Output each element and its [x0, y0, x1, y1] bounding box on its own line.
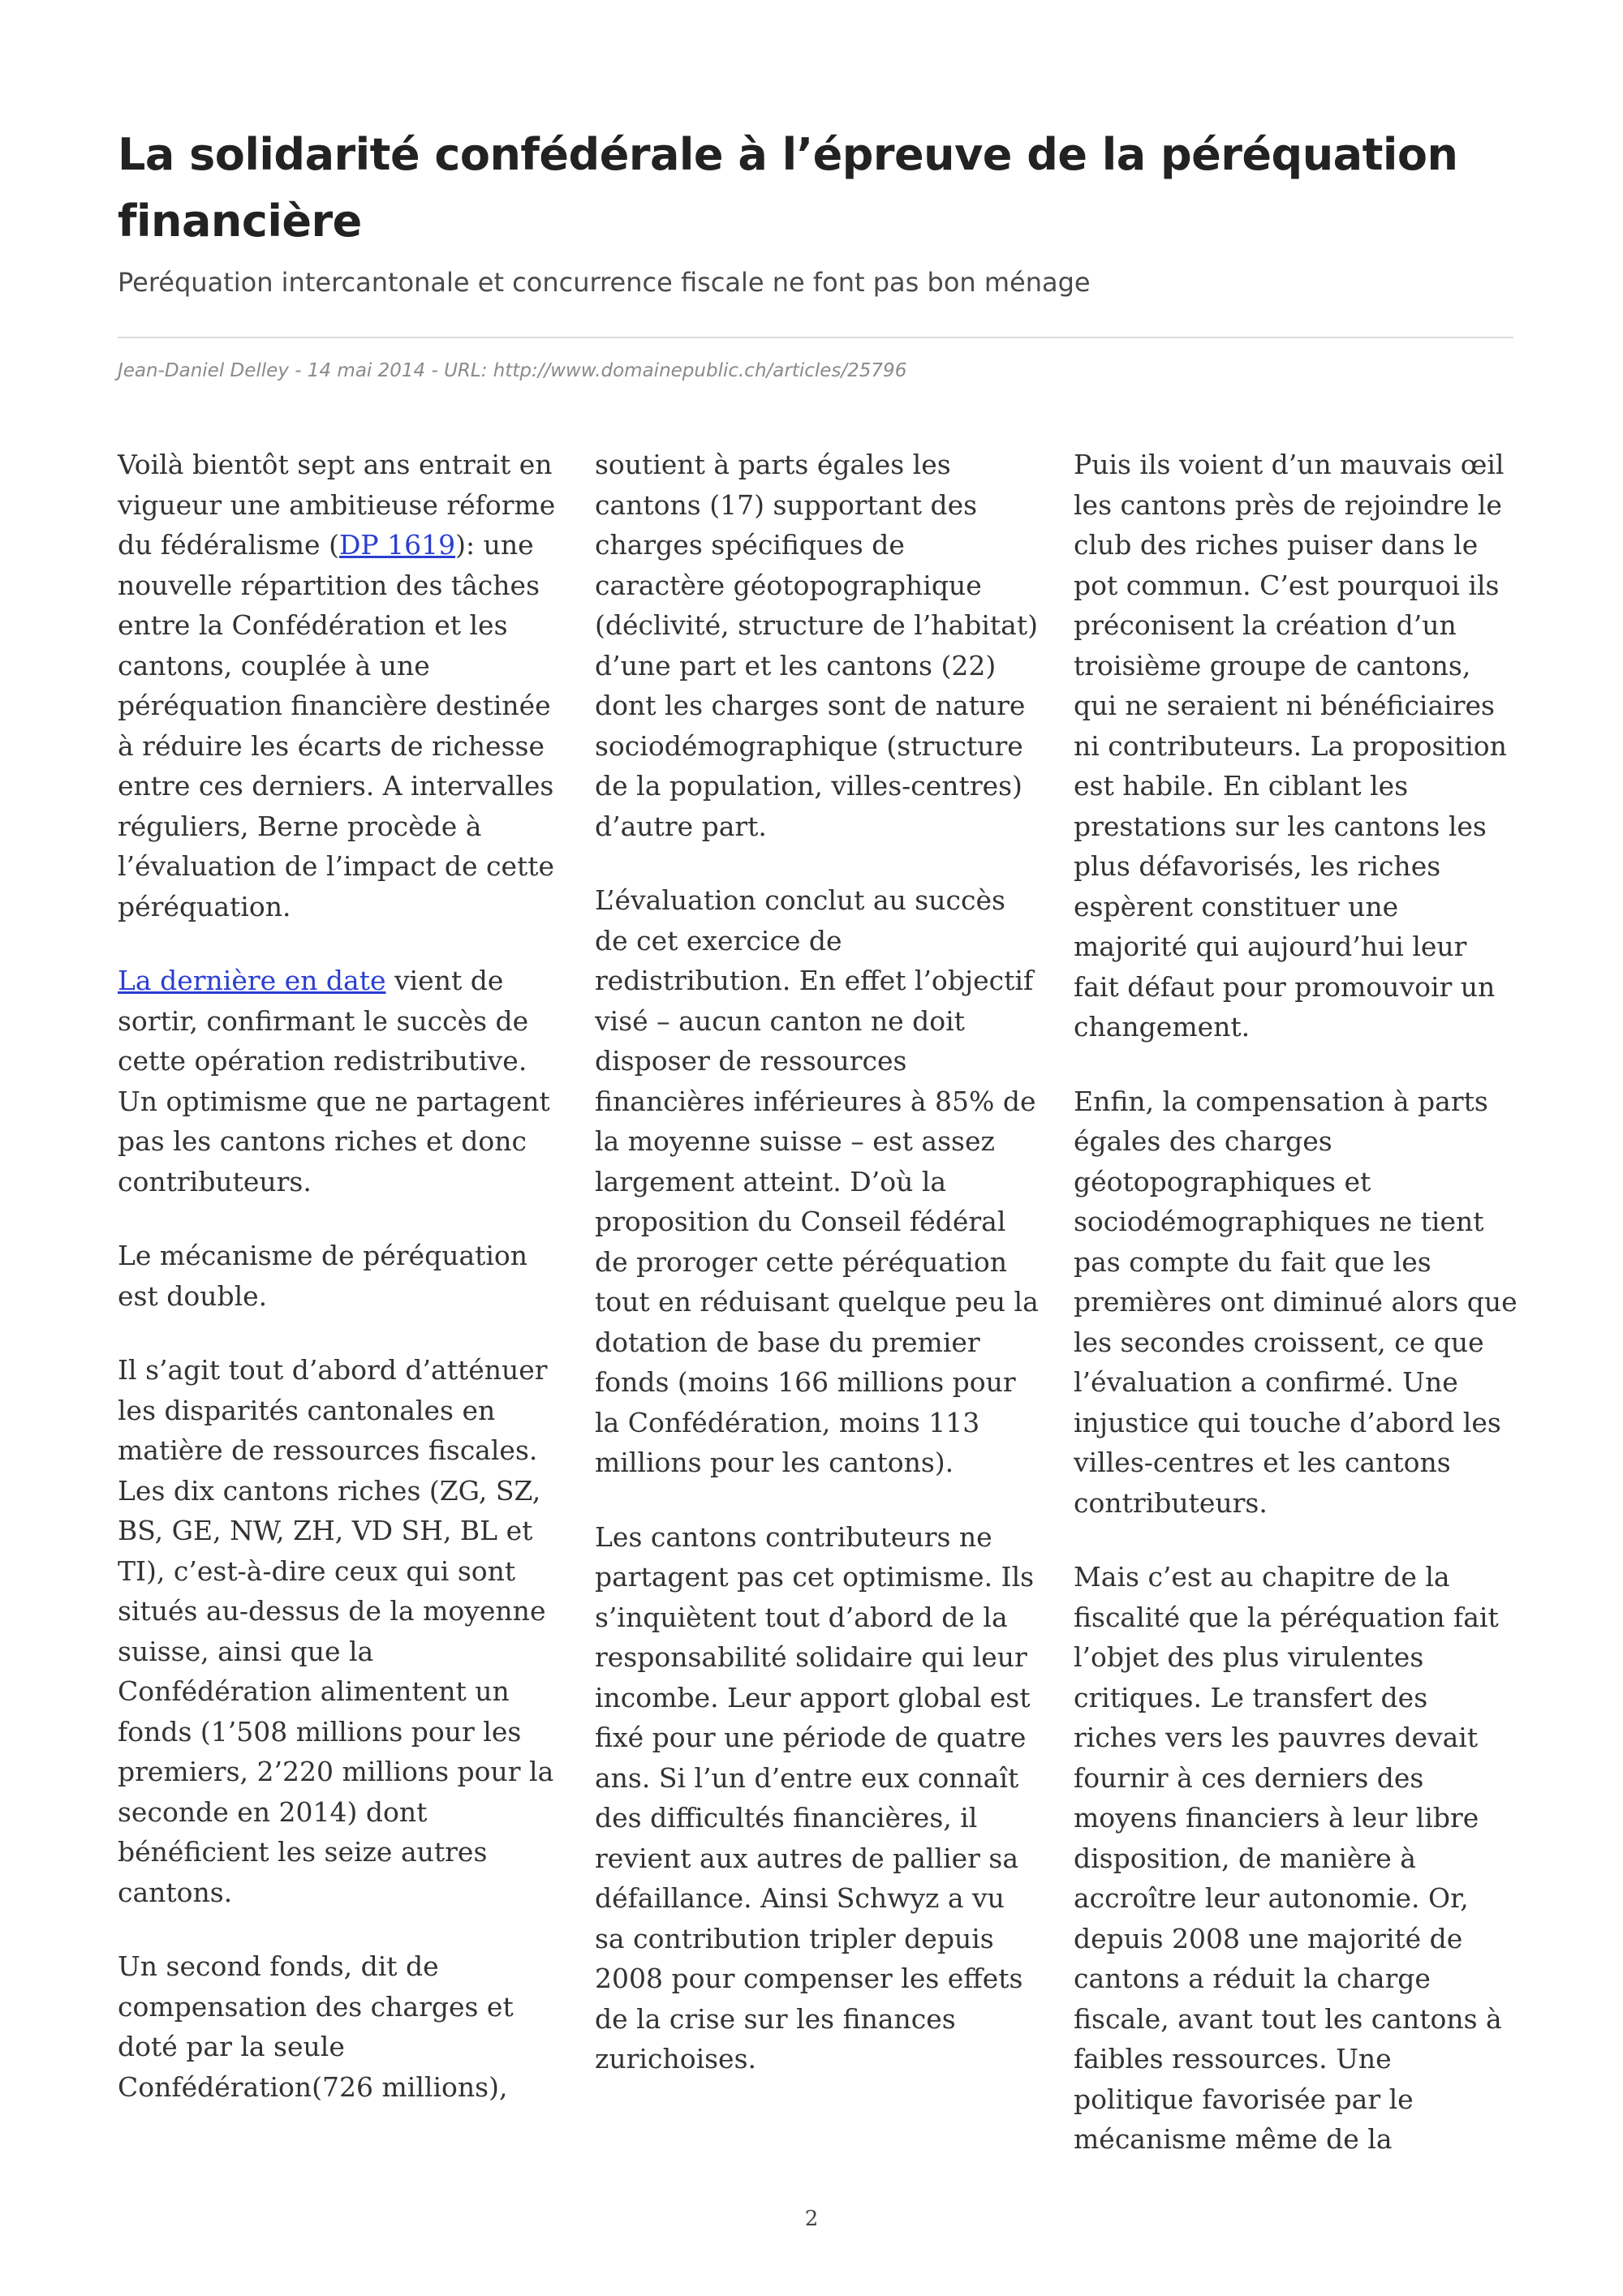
text-column-2	[595, 445, 1040, 2113]
paragraph: Les cantons contributeurs ne partagent pas cet optimisme. Ils s’inquiètent tout d’abord de la responsabilité solidaire qui leur incombe. Leur apport global est fixé pour une période de quatre ans. Si l’un d’entre eux connaît des difficultés financières, il revient aux autres de pallier sa défaillance. Ainsi Schwyz a vu sa contribution tripler depuis 2008 pour compenser les effets de la crise sur les finances zurichoises.	[595, 1520, 1035, 2075]
text-column-1	[118, 445, 562, 2141]
page-number: 2	[804, 2207, 819, 2231]
article-header	[118, 122, 1513, 300]
paragraph: Il s’agit tout d’abord d’atténuer les disparités cantonales en matière de ressources fiscales. Les dix cantons riches (ZG, SZ, BS, GE, NW, ZH, VD SH, BL et TI), c’est-à-dire ceux qui sont situés au-dessus de la moyenne suisse, ainsi que la Confédération alimentent un fonds (1’508 millions pour les premiers, 2’220 millions pour la seconde en 2014) dont bénéficient les seize autres cantons.	[118, 1354, 554, 1908]
paragraph: Puis ils voient d’un mauvais œil les cantons près de rejoindre le club des riches puiser dans le pot commun. C’est pourquoi ils préconisent la création d’un troisième groupe de cantons, qui ne seraient ni bénéficiaires ni contributeurs. La proposition est habile. En ciblant les prestations sur les cantons les plus défavorisés, les riches espèrent constituer une majorité qui aujourd’hui leur fait défaut pour promouvoir un changement.	[1074, 449, 1507, 1043]
text-column-3	[1074, 445, 1518, 2194]
article-subtitle: Peréquation intercantonale et concurrence fiscale ne font pas bon ménage	[118, 267, 1091, 298]
paragraph-text: vient de sortir, confirmant le succès de cette opération redistributive. Un optimisme que ne partagent pas les cantons riches et donc contributeurs.	[118, 965, 550, 1197]
dp-1619-link[interactable]: DP 1619	[338, 529, 456, 561]
paragraph	[118, 961, 562, 1202]
paragraph: Le mécanisme de péréquation est double.	[118, 1240, 528, 1312]
header-divider	[118, 337, 1513, 338]
paragraph: Un second fonds, dit de compensation des charges et doté par la seule Confédération(726 millions),	[118, 1950, 514, 2103]
paragraph-text: ): une nouvelle répartition des tâches entre la Confédération et les cantons, couplée à une péréquation financière destinée à réduire les écarts de richesse entre ces derniers. A intervalles réguliers, Berne procède à l’évaluation de l’impact de cette péréquation.	[118, 529, 555, 922]
paragraph: Enfin, la compensation à parts égales des charges géotopographiques et sociodémographiques ne tient pas compte du fait que les premières ont diminué alors que les secondes croissent, ce que l’évaluation a confirmé. Une injustice qui touche d’abord les villes-centres et les cantons contributeurs.	[1074, 1085, 1518, 1519]
article-title: La solidarité confédérale à l’épreuve de la péréquation financière	[118, 129, 1458, 247]
paragraph	[118, 445, 562, 927]
paragraph: soutient à parts égales les cantons (17) supportant des charges spécifiques de caractère géotopographique (déclivité, structure de l’habitat) d’une part et les cantons (22) dont les charges sont de nature sociodémographique (structure de la population, villes-centres) d’autre part.	[595, 449, 1038, 842]
paragraph-text: Voilà bientôt sept ans entrait en vigueur une ambitieuse réforme du fédéralisme (	[118, 449, 556, 561]
article-byline: Jean-Daniel Delley - 14 mai 2014 - URL: http://www.domainepublic.ch/articles/25796	[118, 360, 907, 381]
latest-evaluation-link[interactable]: La dernière en date	[118, 965, 386, 996]
paragraph: Mais c’est au chapitre de la fiscalité que la péréquation fait l’objet des plus virulentes critiques. Le transfert des riches vers les pauvres devait fournir à ces derniers des moyens financiers à leur libre disposition, de manière à accroître leur autonomie. Or, depuis 2008 une majorité de cantons a réduit la charge fiscale, avant tout les cantons à faibles ressources. Une politique favorisée par le mécanisme même de la	[1074, 1561, 1502, 2155]
paragraph: L’évaluation conclut au succès de cet exercice de redistribution. En effet l’objectif visé – aucun canton ne doit disposer de ressources financières inférieures à 85% de la moyenne suisse – est assez largement atteint. D’où la proposition du Conseil fédéral de proroger cette péréquation tout en réduisant quelque peu la dotation de base du premier fonds (moins 166 millions pour la Confédération, moins 113 millions pour les cantons).	[595, 884, 1039, 1478]
